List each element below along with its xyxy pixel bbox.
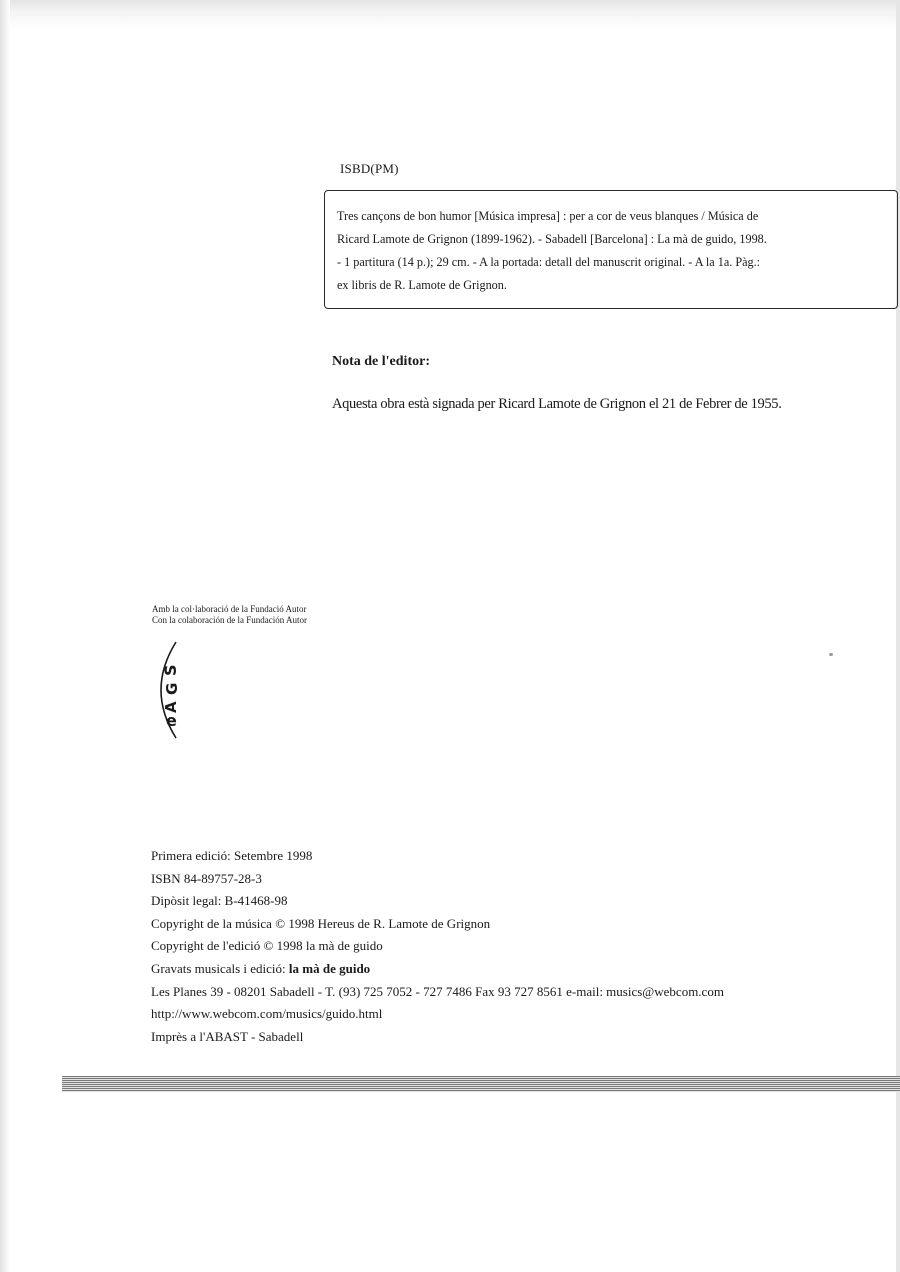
catalog-line: ex libris de R. Lamote de Grignon.: [337, 278, 507, 292]
legal-deposit: Dipòsit legal: B-41468-98: [151, 893, 288, 909]
sgae-logo-icon: [150, 640, 210, 740]
collaboration-line-catalan: Amb la col·laboració de la Fundació Autor: [152, 604, 307, 614]
engraving-credit: [151, 958, 724, 981]
publisher-url: http://www.webcom.com/musics/guido.html: [151, 1006, 383, 1022]
isbd-label: ISBD(PM): [340, 161, 399, 176]
bottom-rule: [62, 1076, 900, 1092]
colophon: [151, 845, 724, 1048]
svg-text:A: A: [162, 701, 180, 713]
editor-note-heading: Nota de l'editor:: [332, 354, 430, 369]
catalog-line: - 1 partitura (14 p.); 29 cm. - A la portada: detall del manuscrit original. - A la 1a. Pàg.:: [337, 255, 761, 269]
catalog-record-box: [324, 190, 898, 309]
svg-text:G: G: [163, 682, 181, 695]
engraving-label: Gravats musicals i edició:: [151, 960, 289, 976]
copyright-music: Copyright de la música © 1998 Hereus de R. Lamote de Grignon: [151, 915, 491, 931]
svg-text:e: e: [166, 711, 177, 730]
page-shadow-top: [0, 0, 900, 30]
page-shadow-left: [0, 0, 10, 1272]
catalog-line: Tres cançons de bon humor [Música impresa] : per a cor de veus blanques / Música de: [337, 209, 759, 223]
catalog-line: Ricard Lamote de Grignon (1899-1962). - Sabadell [Barcelona] : La mà de guido, 1998.: [337, 232, 767, 246]
collaboration-credit: [152, 604, 307, 626]
printer: Imprès a l'ABAST - Sabadell: [151, 1028, 304, 1044]
first-edition: Primera edició: Setembre 1998: [151, 848, 313, 863]
collaboration-line-spanish: Con la colaboración de la Fundación Autor: [152, 615, 307, 625]
copyright-edition: Copyright de l'edició © 1998 la mà de guido: [151, 938, 383, 954]
scan-speck: [829, 653, 833, 656]
engraving-publisher: la mà de guido: [288, 960, 371, 976]
editor-note-text: Aquesta obra està signada per Ricard Lamote de Grignon el 21 de Febrer de 1955.: [332, 396, 782, 412]
isbn: ISBN 84-89757-28-3: [151, 870, 262, 886]
svg-text:S: S: [161, 664, 180, 676]
publisher-address: Les Planes 39 - 08201 Sabadell - T. (93) 725 7052 - 727 7486 Fax 93 727 8561 e-mail: musics@webcom.com: [151, 983, 724, 999]
